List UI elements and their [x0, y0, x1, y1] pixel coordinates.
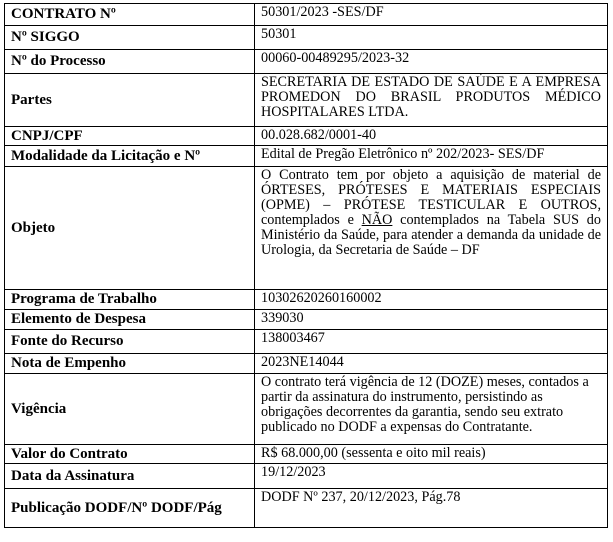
objeto-text-before: O Contrato tem por objeto a aquisição de material de ÓRTESES, PRÓTESES E MATERIAIS ESPECIAIS (OPME) – PRÓTESE TESTICULAR E OUTROS, contemplados e: [261, 167, 601, 228]
label-empenho: Nota de Empenho: [5, 354, 255, 374]
value-data-assinatura: 19/12/2023: [255, 464, 608, 489]
label-elemento: Elemento de Despesa: [5, 310, 255, 330]
row-partes: [5, 74, 608, 127]
label-valor: Valor do Contrato: [5, 445, 255, 464]
label-vigencia: Vigência: [5, 374, 255, 445]
value-objeto: [255, 167, 608, 290]
label-programa: Programa de Trabalho: [5, 290, 255, 310]
row-fonte: [5, 330, 608, 354]
value-fonte: 138003467: [255, 330, 608, 354]
row-siggo: [5, 26, 608, 50]
label-data-assinatura: Data da Assinatura: [5, 464, 255, 489]
value-cnpj: 00.028.682/0001-40: [255, 127, 608, 146]
label-fonte: Fonte do Recurso: [5, 330, 255, 354]
label-objeto: Objeto: [5, 167, 255, 290]
row-publicacao: [5, 489, 608, 528]
value-empenho: 2023NE14044: [255, 354, 608, 374]
value-valor: R$ 68.000,00 (sessenta e oito mil reais): [255, 445, 608, 464]
label-partes: Partes: [5, 74, 255, 127]
row-elemento: [5, 310, 608, 330]
value-programa: 10302620260160002: [255, 290, 608, 310]
row-cnpj: [5, 127, 608, 146]
label-publicacao: Publicação DODF/Nº DODF/Pág: [5, 489, 255, 528]
value-modalidade: Edital de Pregão Eletrônico nº 202/2023- SES/DF: [255, 146, 608, 167]
row-modalidade: [5, 146, 608, 167]
label-cnpj: CNPJ/CPF: [5, 127, 255, 146]
label-siggo: Nº SIGGO: [5, 26, 255, 50]
contract-summary-table: [4, 3, 608, 528]
row-processo: [5, 50, 608, 74]
label-processo: Nº do Processo: [5, 50, 255, 74]
row-programa: [5, 290, 608, 310]
objeto-text-after: contemplados na Tabela SUS do Ministério da Saúde, para atender a demanda da unidade de Urologia, da Secretaria de Saúde – DF: [261, 212, 601, 258]
value-publicacao: DODF Nº 237, 20/12/2023, Pág.78: [255, 489, 608, 528]
row-valor: [5, 445, 608, 464]
objeto-text-underlined: NÃO: [361, 212, 393, 228]
value-processo: 00060-00489295/2023-32: [255, 50, 608, 74]
row-objeto: [5, 167, 608, 290]
label-modalidade: Modalidade da Licitação e Nº: [5, 146, 255, 167]
value-partes: SECRETARIA DE ESTADO DE SAÚDE E A EMPRESA PROMEDON DO BRASIL PRODUTOS MÉDICO HOSPITALARES LTDA.: [255, 74, 608, 127]
value-elemento: 339030: [255, 310, 608, 330]
value-vigencia: O contrato terá vigência de 12 (DOZE) meses, contados a partir da assinatura do instrumento, persistindo as obrigações decorrentes da garantia, sendo seu extrato publicado no DODF a expensas do Contratante.: [255, 374, 608, 445]
row-empenho: [5, 354, 608, 374]
value-siggo: 50301: [255, 26, 608, 50]
value-contrato: 50301/2023 -SES/DF: [255, 4, 608, 26]
label-contrato: CONTRATO Nº: [5, 4, 255, 26]
row-contrato: [5, 4, 608, 26]
row-vigencia: [5, 374, 608, 445]
row-data-assinatura: [5, 464, 608, 489]
